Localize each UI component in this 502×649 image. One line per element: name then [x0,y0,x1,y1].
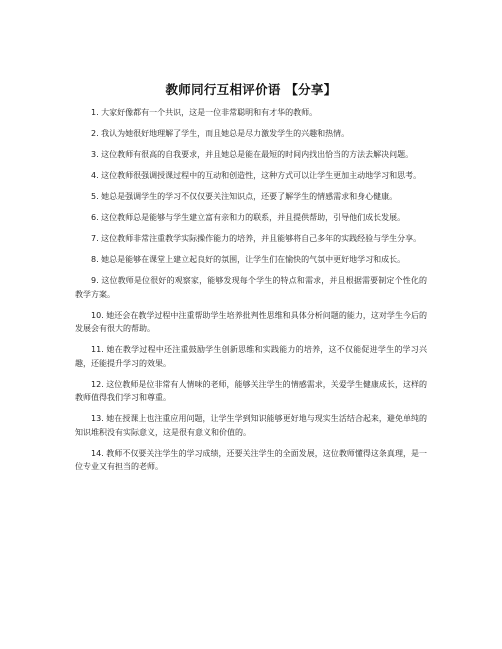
paragraph-10: 10. 她还会在教学过程中注重帮助学生培养批判性思维和具体分析问题的能力，这对学生今后的发展会有很大的帮助。 [75,310,427,333]
paragraph-13: 13. 她在授课上也注重应用问题，让学生学到知识能够更好地与现实生活结合起来，避免单纯的知识堆积没有实际意义，这是很有意义和价值的。 [75,414,427,437]
paragraph-11: 11. 她在教学过程中还注重鼓励学生创新思维和实践能力的培养，这不仅能促进学生的学习兴趣，还能提升学习的效果。 [75,345,427,368]
paragraph-12: 12. 这位教师是位非常有人情味的老师，能够关注学生的情感需求，关爱学生健康成长，这样的教师值得我们学习和尊重。 [75,379,427,402]
paragraph-3: 3. 这位教师有很高的自我要求，并且她总是能在最短的时间内找出恰当的方法去解决问题。 [91,150,414,159]
page-title: 教师同行互相评价语 【分享】 [165,82,337,97]
paragraph-6: 6. 这位教师总是能够与学生建立富有亲和力的联系，并且提供帮助，引导他们成长发展。 [91,213,406,222]
paragraph-7: 7. 这位教师非常注重教学实际操作能力的培养，并且能够将自己多年的实践经验与学生分享。 [91,234,422,243]
paragraph-1: 1. 大家好像都有一个共识，这是一位非常聪明和有才华的教师。 [91,108,318,117]
paragraph-5: 5. 她总是强调学生的学习不仅仅要关注知识点，还要了解学生的情感需求和身心健康。 [91,192,398,201]
paragraph-4: 4. 这位教师很强调授课过程中的互动和创造性，这种方式可以让学生更加主动地学习和思考。 [91,171,422,180]
paragraph-2: 2. 我认为她很好地理解了学生，而且她总是尽力激发学生的兴趣和热情。 [91,129,350,138]
document-body [75,106,427,481]
paragraph-14: 14. 教师不仅要关注学生的学习成绩，还要关注学生的全面发展，这位教师懂得这条真理，是一位专业又有担当的老师。 [75,448,427,471]
paragraph-8: 8. 她总是能够在课堂上建立起良好的氛围，让学生们在愉快的气氛中更好地学习和成长。 [91,255,406,264]
paragraph-9: 9. 这位教师是位很好的观察家，能够发现每个学生的特点和需求，并且根据需要制定个性化的教学方案。 [75,276,427,299]
